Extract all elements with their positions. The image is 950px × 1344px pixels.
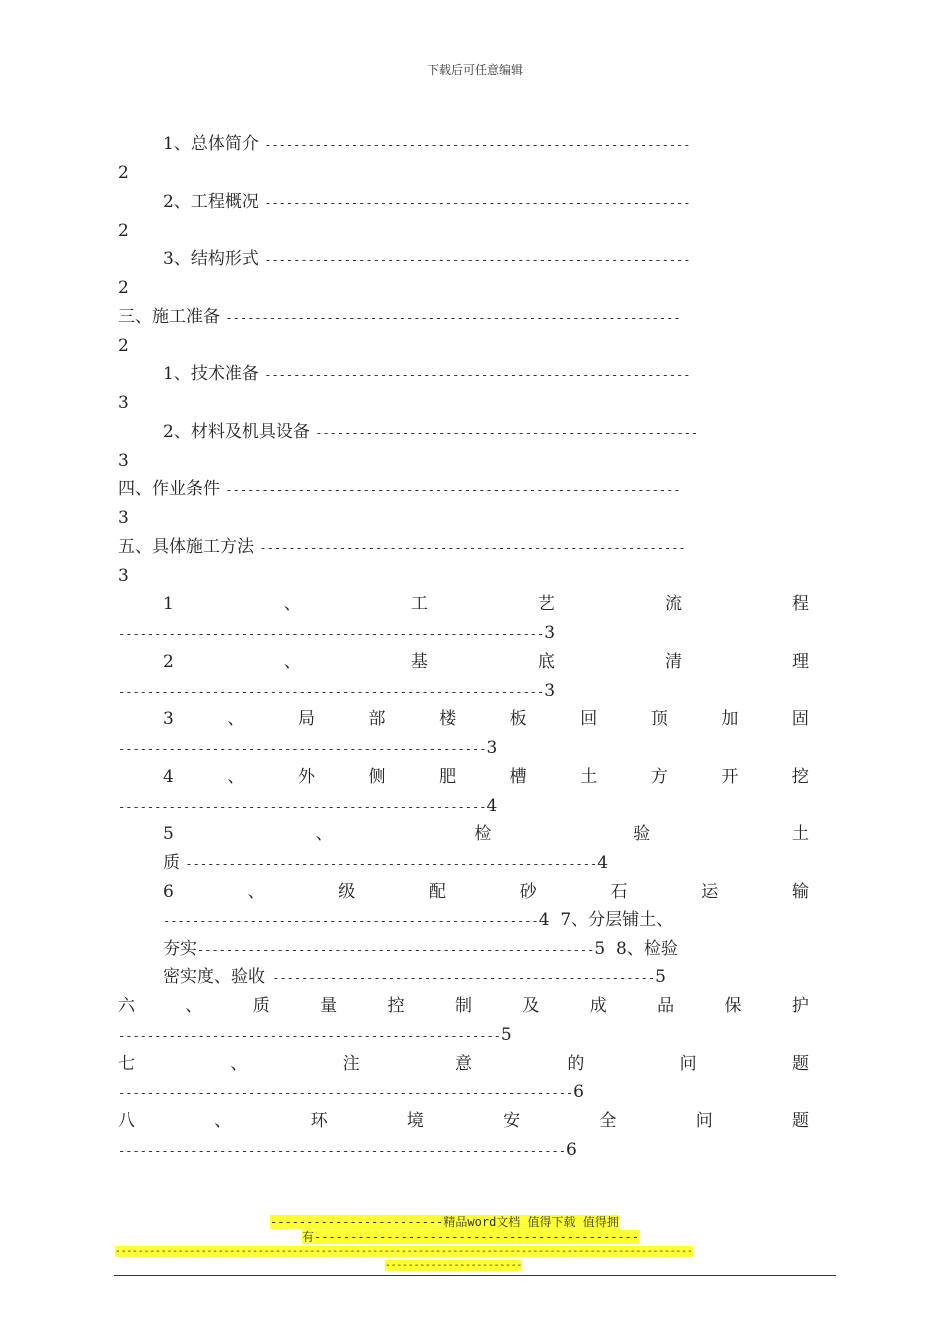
toc-char: 外	[297, 767, 315, 787]
toc-char: 品	[657, 996, 675, 1016]
toc-entry-6[interactable]	[163, 421, 698, 444]
toc-leader: -------------------------------------------------------	[197, 943, 595, 957]
toc-char: 成	[589, 996, 607, 1016]
toc-char: 土	[791, 824, 809, 844]
toc-page-number: 4	[597, 853, 609, 873]
toc-entry-label: 1、技术准备	[163, 364, 259, 384]
toc-char: 注	[342, 1054, 360, 1074]
toc-char: 护	[791, 996, 809, 1016]
page-header: 下载后可任意编辑	[426, 63, 523, 77]
toc-char: 问	[695, 1111, 713, 1131]
toc-entry-9[interactable]	[163, 593, 809, 615]
toc-char: 理	[791, 652, 809, 672]
toc-leader: ---------------------------------------------------------------	[118, 1086, 574, 1100]
toc-entry-13-cont	[163, 852, 608, 875]
toc-page-number: 4	[486, 796, 498, 816]
footer-watermark-line-2	[302, 1230, 639, 1244]
toc-char: 基	[410, 652, 428, 672]
toc-leader-line	[118, 737, 497, 760]
toc-leader: -----------------------------------------------------------	[118, 685, 545, 699]
footer-watermark-line-3	[115, 1245, 693, 1259]
toc-entry-label: 五、具体施工方法	[118, 537, 254, 557]
toc-char: 工	[410, 594, 428, 614]
toc-char: 、	[214, 1111, 232, 1131]
toc-char: 固	[791, 709, 809, 729]
toc-char: 、	[227, 767, 245, 787]
toc-char: 、	[315, 824, 333, 844]
toc-char: 3	[163, 709, 174, 729]
toc-page-number: 2	[118, 278, 129, 298]
toc-leader: -----------------------------------------------------------	[264, 368, 691, 382]
toc-entry-12[interactable]	[163, 766, 809, 788]
toc-char: 意	[454, 1054, 472, 1074]
toc-char: 、	[227, 709, 245, 729]
toc-char: 顶	[650, 709, 668, 729]
toc-char: 、	[247, 882, 265, 902]
toc-leader: ---------------------------------------------------------------	[225, 311, 681, 325]
toc-entry-label: 1、总体简介	[163, 134, 259, 154]
toc-char: 输	[791, 882, 809, 902]
toc-char: 八	[118, 1111, 135, 1131]
toc-char: 、	[283, 652, 301, 672]
toc-leader: ----------------------------------------------------	[163, 914, 539, 928]
toc-char: 局	[297, 709, 315, 729]
toc-char: 石	[610, 882, 628, 902]
footer-watermark-line-4	[385, 1259, 522, 1273]
toc-char: 七	[118, 1054, 135, 1074]
toc-leader: ---------------------------------------------------	[118, 742, 487, 756]
toc-entry-label: 8、检验	[616, 939, 678, 959]
footer-text: 有---------------------------------------------	[302, 1230, 640, 1244]
toc-entry-17[interactable]	[118, 995, 809, 1017]
toc-entry-label: 质	[163, 853, 180, 873]
toc-char: 底	[537, 652, 555, 672]
toc-entry-label: 3、结构形式	[163, 249, 259, 269]
toc-entry-19[interactable]	[118, 1110, 809, 1132]
toc-entry-13[interactable]	[163, 823, 809, 845]
toc-char: 安	[503, 1111, 521, 1131]
toc-entry-label: 四、作业条件	[118, 479, 220, 499]
toc-entry-18[interactable]	[118, 1053, 809, 1075]
toc-char: 检	[474, 824, 492, 844]
toc-leader: --------------------------------------------------------------	[118, 1144, 566, 1158]
toc-char: 的	[567, 1054, 585, 1074]
toc-leader-line	[118, 1139, 577, 1162]
toc-char: 全	[599, 1111, 617, 1131]
toc-char: 土	[580, 767, 598, 787]
toc-char: 配	[429, 882, 447, 902]
toc-page-number: 5	[500, 1025, 512, 1045]
toc-char: 艺	[537, 594, 555, 614]
toc-page-number: 3	[118, 393, 129, 413]
toc-page-number: 3	[544, 681, 556, 701]
toc-entry-11[interactable]	[163, 708, 809, 730]
toc-page-number: 3	[486, 738, 498, 758]
toc-leader: -----------------------------------------------------	[315, 426, 699, 440]
toc-char: 4	[163, 767, 174, 787]
toc-entry-3[interactable]	[163, 248, 691, 271]
toc-char: 境	[406, 1111, 424, 1131]
toc-char: 制	[454, 996, 472, 1016]
toc-leader: -----------------------------------------------------------	[259, 541, 686, 555]
toc-char: 板	[509, 709, 527, 729]
toc-page-number: 2	[118, 221, 129, 241]
toc-entry-label: 7、分层铺土、	[560, 910, 674, 930]
toc-char: 流	[664, 594, 682, 614]
toc-leader: ---------------------------------------------------	[118, 800, 487, 814]
toc-char: 侧	[368, 767, 386, 787]
toc-char: 程	[791, 594, 809, 614]
toc-page-number: 5	[594, 939, 606, 959]
toc-entry-4[interactable]	[118, 306, 681, 329]
toc-char: 、	[230, 1054, 248, 1074]
toc-leader-line	[163, 909, 673, 932]
toc-entry-label: 三、施工准备	[118, 307, 220, 327]
toc-page-number: 2	[118, 336, 129, 356]
toc-entry-2[interactable]	[163, 191, 691, 214]
footer-text: ------------------------精品word文档 值得下载 值得拥	[270, 1215, 619, 1229]
toc-char: 环	[310, 1111, 328, 1131]
toc-entry-1[interactable]	[163, 133, 691, 156]
footer-text: -----------------------------------------------------------------------------------------------------	[115, 1246, 693, 1257]
toc-char: 6	[163, 882, 174, 902]
toc-page-number: 5	[655, 967, 666, 987]
toc-char: 质	[252, 996, 270, 1016]
toc-leader: ---------------------------------------------------------	[185, 857, 598, 871]
toc-char: 5	[163, 824, 174, 844]
toc-leader: ---------------------------------------------------------------	[225, 483, 681, 497]
toc-leader-line	[118, 1024, 512, 1047]
toc-entry-15[interactable]	[163, 938, 678, 961]
toc-char: 2	[163, 652, 174, 672]
toc-page-number: 4	[538, 910, 550, 930]
toc-char: 题	[791, 1111, 809, 1131]
toc-entry-16[interactable]	[163, 966, 666, 989]
toc-leader-line	[118, 622, 555, 645]
toc-char: 部	[368, 709, 386, 729]
toc-entry-14[interactable]	[163, 881, 809, 903]
toc-page-number: 6	[573, 1082, 584, 1102]
toc-entry-10[interactable]	[163, 651, 809, 673]
toc-char: 回	[580, 709, 598, 729]
toc-char: 砂	[519, 882, 537, 902]
toc-leader: -----------------------------------------------------	[118, 1029, 501, 1043]
toc-leader-line	[118, 795, 497, 818]
toc-char: 、	[185, 996, 203, 1016]
footer-text: ------------------------	[385, 1260, 523, 1271]
toc-char: 量	[320, 996, 338, 1016]
toc-entry-5[interactable]	[163, 363, 691, 386]
toc-char: 楼	[439, 709, 457, 729]
toc-entry-label: 夯实	[163, 939, 197, 959]
toc-page-number: 2	[118, 163, 129, 183]
toc-page-number: 3	[118, 451, 129, 471]
toc-char: 槽	[509, 767, 527, 787]
toc-page-number: 6	[565, 1140, 577, 1160]
toc-char: 1	[163, 594, 174, 614]
toc-entry-label: 2、工程概况	[163, 192, 259, 212]
toc-char: 开	[721, 767, 739, 787]
toc-page-number: 3	[118, 566, 129, 586]
toc-leader: -----------------------------------------------------------	[264, 196, 691, 210]
toc-leader: -----------------------------------------------------------	[264, 253, 691, 267]
toc-char: 、	[283, 594, 301, 614]
footer-watermark-line-1	[270, 1215, 619, 1229]
toc-char: 级	[338, 882, 356, 902]
toc-char: 控	[387, 996, 405, 1016]
toc-page-number: 3	[118, 508, 129, 528]
toc-char: 六	[118, 996, 135, 1016]
toc-char: 方	[650, 767, 668, 787]
toc-char: 加	[721, 709, 739, 729]
toc-leader-line	[118, 1081, 584, 1104]
toc-char: 题	[791, 1054, 809, 1074]
toc-char: 问	[679, 1054, 697, 1074]
toc-entry-label: 密实度、验收	[163, 967, 265, 987]
toc-char: 验	[633, 824, 651, 844]
toc-char: 清	[664, 652, 682, 672]
toc-entry-8[interactable]	[118, 536, 686, 559]
footer-rule	[114, 1275, 836, 1276]
toc-char: 保	[724, 996, 742, 1016]
toc-leader: -----------------------------------------------------------	[118, 627, 545, 641]
toc-char: 挖	[791, 767, 809, 787]
toc-entry-label: 2、材料及机具设备	[163, 422, 310, 442]
toc-leader: -----------------------------------------------------------	[264, 138, 691, 152]
toc-page-number: 3	[544, 623, 556, 643]
toc-char: 肥	[439, 767, 457, 787]
toc-leader: -----------------------------------------------------	[265, 971, 656, 985]
toc-entry-7[interactable]	[118, 478, 681, 501]
toc-leader-line	[118, 680, 555, 703]
toc-char: 运	[701, 882, 719, 902]
toc-char: 及	[522, 996, 540, 1016]
